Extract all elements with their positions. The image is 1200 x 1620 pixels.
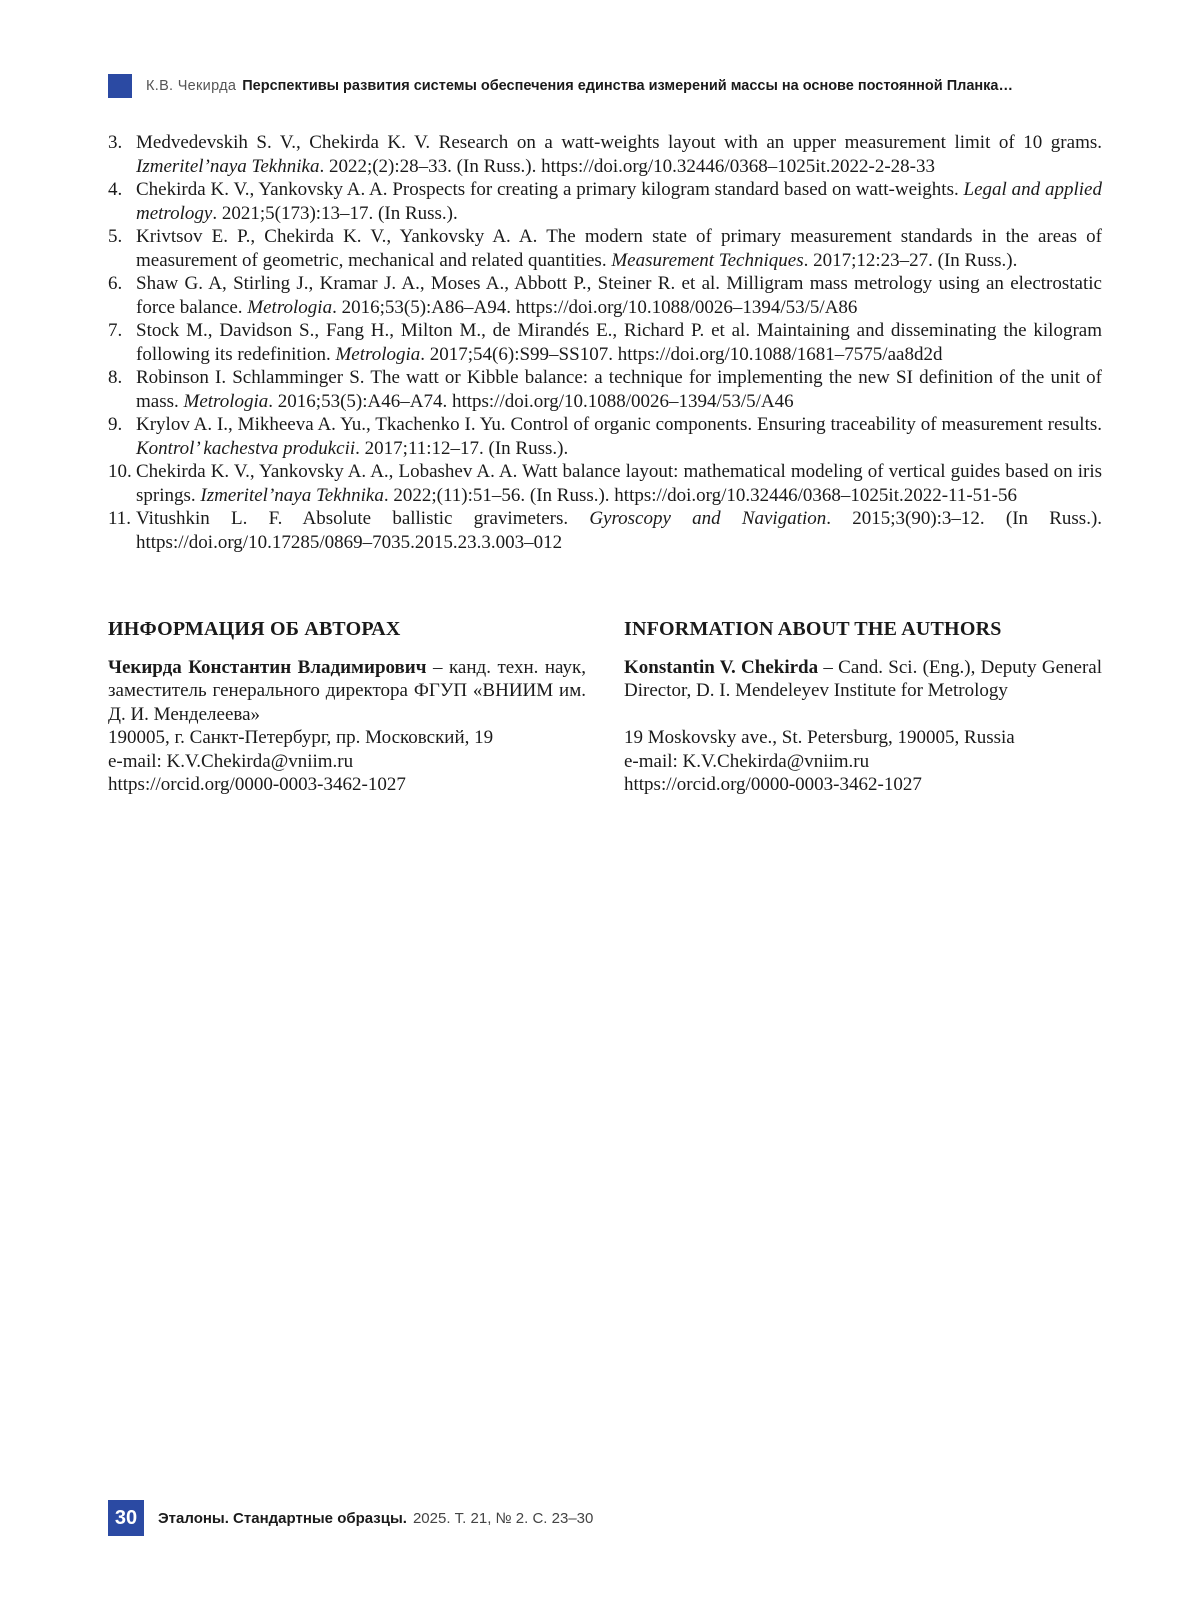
reference-details: . 2022;(11):51–56. (In Russ.). https://doi.org/10.32446/0368–1025it.2022-11-51-56	[383, 484, 1018, 506]
header-author: К.В. Чекирда	[146, 78, 237, 94]
reference-text: Krylov A. I., Mikheeva A. Yu., Tkachenko I. Yu. Control of organic components. Ensuring traceability of measurement results.	[136, 414, 1102, 435]
footer-issue-info: 2025. Т. 21, № 2. С. 23–30	[412, 1509, 594, 1527]
author-info-english	[624, 618, 1102, 797]
reference-journal: Gyroscopy and Navigation	[589, 508, 827, 529]
author-position-ru: – канд. техн. наук, заместитель генерального директора ФГУП «ВНИИМ им. Д. И. Менделеева»	[108, 656, 586, 725]
header-article-title: Перспективы развития системы обеспечения единства измерений массы на основе постоянной Планка…	[242, 78, 1013, 94]
reference-journal: Metrologia	[183, 390, 269, 412]
author-email-ru: e-mail: K.V.Chekirda@vniim.ru	[108, 750, 354, 772]
author-address-ru: 190005, г. Санкт-Петербург, пр. Московский, 19	[108, 727, 494, 748]
reference-item	[108, 507, 1102, 554]
reference-item	[108, 131, 1102, 178]
reference-journal: Legal and applied metrology	[136, 179, 1102, 224]
reference-text: Shaw G. A, Stirling J., Kramar J. A., Moses A., Abbott P., Steiner R. et al. Milligram mass metrology using an electrostatic force balance.	[136, 273, 1102, 318]
reference-item	[108, 225, 1102, 272]
author-name-ru: Чекирда Константин Владимирович	[108, 656, 427, 678]
reference-details: . 2017;12:23–27. (In Russ.).	[803, 249, 1018, 271]
reference-details: . 2017;11:12–17. (In Russ.).	[355, 437, 569, 459]
reference-journal: Metrologia	[247, 296, 333, 318]
reference-text: Chekirda K. V., Yankovsky A. A., Lobashev A. A. Watt balance layout: mathematical modeling of vertical guides based on iris springs.	[136, 461, 1102, 506]
author-orcid-en: https://orcid.org/0000-0003-3462-1027	[624, 774, 922, 795]
reference-journal: Metrologia	[335, 343, 421, 365]
author-info-heading-en: INFORMATION ABOUT THE AUTHORS	[624, 618, 1002, 640]
reference-number: 9.	[108, 414, 123, 435]
reference-item	[108, 460, 1102, 507]
reference-journal: Izmeritel’naya Tekhnika	[200, 484, 384, 506]
author-bio-en	[624, 656, 1102, 703]
reference-text: Stock M., Davidson S., Fang H., Milton M., de Mirandés E., Richard P. et al. Maintaining and disseminating the kilogram following its redefinition.	[136, 320, 1102, 365]
reference-list	[108, 131, 1102, 554]
author-name-en: Konstantin V. Chekirda	[624, 656, 819, 678]
reference-text: Robinson I. Schlamminger S. The watt or Kibble balance: a technique for implementing the new SI definition of the unit of mass.	[136, 367, 1102, 412]
reference-details: . 2016;53(5):A46–A74. https://doi.org/10.1088/0026–1394/53/5/A46	[268, 390, 794, 412]
reference-number: 8.	[108, 367, 123, 388]
reference-text: Chekirda K. V., Yankovsky A. A. Prospects for creating a primary kilogram standard based on watt-weights.	[136, 179, 964, 200]
author-address-en: 19 Moskovsky ave., St. Petersburg, 190005, Russia	[624, 727, 1015, 748]
author-bio-ru	[108, 656, 586, 727]
reference-number: 5.	[108, 226, 123, 247]
reference-details: . 2021;5(173):13–17. (In Russ.).	[212, 202, 458, 224]
reference-item	[108, 272, 1102, 319]
author-orcid-ru: https://orcid.org/0000-0003-3462-1027	[108, 774, 406, 795]
reference-number: 4.	[108, 179, 123, 200]
reference-details: . 2016;53(5):A86–A94. https://doi.org/10.1088/0026–1394/53/5/A86	[332, 296, 858, 318]
header-color-marker	[108, 74, 132, 98]
reference-details: . 2022;(2):28–33. (In Russ.). https://doi.org/10.32446/0368–1025it.2022-2-28-33	[319, 155, 936, 177]
reference-details: . 2015;3(90):3–12. (In Russ.). https://doi.org/10.17285/0869–7035.2015.23.3.003–012	[136, 508, 1103, 553]
author-info-heading-ru: ИНФОРМАЦИЯ ОБ АВТОРАХ	[108, 618, 401, 640]
reference-number: 3.	[108, 132, 123, 153]
page-number: 30	[108, 1500, 144, 1536]
reference-text: Vitushkin L. F. Absolute ballistic gravimeters.	[136, 508, 590, 529]
reference-number: 7.	[108, 320, 123, 341]
reference-item	[108, 178, 1102, 225]
reference-item	[108, 366, 1102, 413]
author-information	[108, 618, 1102, 797]
reference-item	[108, 413, 1102, 460]
author-position-en: – Cand. Sci. (Eng.), Deputy General Director, D. I. Mendeleyev Institute for Metrology	[624, 656, 1102, 701]
reference-text: Medvedevskih S. V., Chekirda K. V. Research on a watt-weights layout with an upper measurement limit of 10 grams.	[136, 132, 1102, 153]
spacer	[624, 703, 1102, 727]
reference-number: 11.	[108, 508, 132, 529]
reference-journal: Kontrol’ kachestva produkcii	[136, 437, 356, 459]
reference-details: . 2017;54(6):S99–SS107. https://doi.org/10.1088/1681–7575/aa8d2d	[420, 343, 943, 365]
footer-journal-name: Эталоны. Стандартные образцы.	[158, 1509, 407, 1527]
page-footer	[108, 1500, 593, 1536]
running-header	[108, 74, 1100, 98]
reference-number: 6.	[108, 273, 123, 294]
reference-text: Krivtsov E. P., Chekirda K. V., Yankovsky A. A. The modern state of primary measurement standards in the areas of measurement of geometric, mechanical and related quantities.	[136, 226, 1102, 271]
author-info-russian	[108, 618, 586, 797]
reference-number: 10.	[108, 461, 132, 482]
author-email-en: e-mail: K.V.Chekirda@vniim.ru	[624, 750, 870, 772]
reference-journal: Measurement Techniques	[611, 249, 804, 271]
reference-journal: Izmeritel’naya Tekhnika	[136, 155, 320, 177]
reference-item	[108, 319, 1102, 366]
